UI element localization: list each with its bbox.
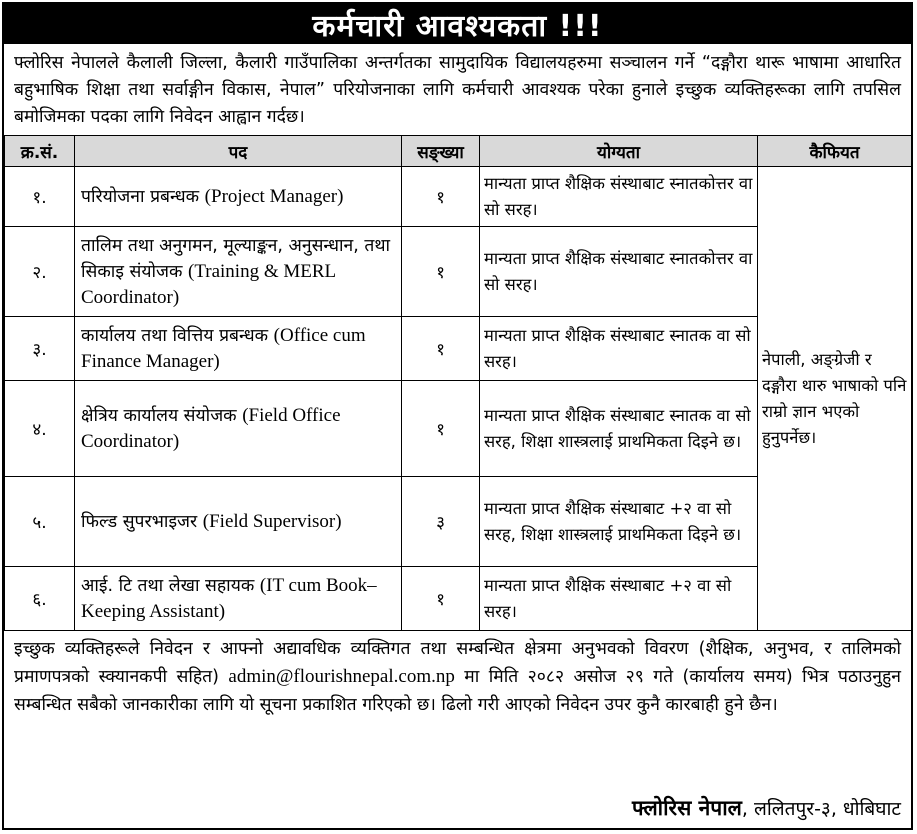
post-english: (Field Office Coordinator): [81, 404, 341, 452]
vacancy-table: [4, 135, 912, 631]
row-sn: ३.: [5, 317, 75, 381]
post-english: (IT cum Book–Keeping Assistant): [81, 574, 377, 622]
row-sn: ४.: [5, 381, 75, 477]
instructions-text-2: मा मिति २०८२ असोज २९ गते (कार्यालय समय) भित्र पठाउनुहुन सम्बन्धित सबैको जानकारीका लागि यो सूचना प्रकाशित गरिएको छ। ढिलो गरी आएको निवेदन उपर कुनै कारबाही हुने छैन।: [14, 667, 901, 715]
contact-email[interactable]: admin@flourishnepal.com.np: [228, 666, 455, 687]
row-post: [75, 477, 402, 567]
signature-block: [632, 794, 901, 822]
row-qualification: मान्यता प्राप्त शैक्षिक संस्थाबाट स्नातक वा सो सरह, शिक्षा शास्त्रलाई प्राथमिकता दिइने छ।: [480, 381, 758, 477]
post-nepali: क्षेत्रिय कार्यालय संयोजक: [81, 405, 243, 426]
row-sn: ६.: [5, 567, 75, 631]
post-nepali: परियोजना प्रबन्धक: [81, 186, 205, 207]
header-remark: कैफियत: [758, 136, 912, 167]
post-nepali: फिल्ड सुपरभाइजर: [81, 511, 203, 532]
row-qualification: मान्यता प्राप्त शैक्षिक संस्थाबाट +२ वा सो सरह।: [480, 567, 758, 631]
recruitment-notice: [2, 2, 913, 830]
instructions-text-1: इच्छुक व्यक्तिहरूले निवेदन र आफ्नो अद्यावधिक व्यक्तिगत तथा सम्बन्धित क्षेत्रमा अनुभवको विवरण (शैक्षिक, अनुभव, र तालिमको प्रमाणपत्रको स्क्यानकपी सहित): [14, 639, 901, 687]
row-count: १: [402, 167, 480, 227]
post-nepali: आई. टि तथा लेखा सहायक: [81, 575, 260, 596]
intro-paragraph: फ्लोरिस नेपालले कैलाली जिल्ला, कैलारी गाउँपालिका अन्तर्गतका सामुदायिक विद्यालयहरुमा सञ्चालन गर्ने “दङ्गौरा थारू भाषामा आधारित बहुभाषिक शिक्षा तथा सर्वाङ्गीन विकास, नेपाल” परियोजनाका लागि कर्मचारी आवश्यक परेका हुनाले इच्छुक व्यक्तिहरूका लागि तपसिल बमोजिमका पदका लागि निवेदन आह्वान गर्दछ।: [14, 53, 901, 127]
row-post: [75, 227, 402, 317]
header-post: पद: [75, 136, 402, 167]
notice-title: कर्मचारी आवश्यकता !!!: [4, 4, 911, 44]
remark-cell: नेपाली, अङ्ग्रेजी र दङ्गौरा थारु भाषाको पनि राम्रो ज्ञान भएको हुनुपर्नेछ।: [758, 167, 912, 631]
row-count: १: [402, 317, 480, 381]
row-qualification: मान्यता प्राप्त शैक्षिक संस्थाबाट स्नातकोत्तर वा सो सरह।: [480, 167, 758, 227]
application-instructions: [4, 631, 911, 719]
row-sn: १.: [5, 167, 75, 227]
header-sn: क्र.सं.: [5, 136, 75, 167]
header-count: सङ्ख्या: [402, 136, 480, 167]
row-count: १: [402, 567, 480, 631]
row-qualification: मान्यता प्राप्त शैक्षिक संस्थाबाट स्नातकोत्तर वा सो सरह।: [480, 227, 758, 317]
post-english: (Training & MERL Coordinator): [81, 260, 336, 308]
row-post: [75, 167, 402, 227]
row-count: १: [402, 381, 480, 477]
organization-address: , ललितपुर-३, धोबिघाट: [741, 798, 901, 820]
row-post: [75, 381, 402, 477]
row-post: [75, 567, 402, 631]
row-sn: २.: [5, 227, 75, 317]
post-nepali: तालिम तथा अनुगमन, मूल्याङ्कन, अनुसन्धान, तथा सिकाइ संयोजक: [81, 235, 391, 282]
post-english: (Project Manager): [204, 185, 344, 207]
table-header-row: [5, 136, 912, 167]
row-count: ३: [402, 477, 480, 567]
post-english: (Office cum Finance Manager): [81, 324, 366, 372]
organization-name: फ्लोरिस नेपाल: [631, 796, 742, 820]
header-qualification: योग्यता: [480, 136, 758, 167]
row-count: १: [402, 227, 480, 317]
row-qualification: मान्यता प्राप्त शैक्षिक संस्थाबाट स्नातक वा सो सरह।: [480, 317, 758, 381]
table-row: [5, 167, 912, 227]
post-english: (Field Supervisor): [202, 510, 342, 532]
row-post: [75, 317, 402, 381]
row-sn: ५.: [5, 477, 75, 567]
row-qualification: मान्यता प्राप्त शैक्षिक संस्थाबाट +२ वा सो सरह, शिक्षा शास्त्रलाई प्राथमिकता दिइने छ।: [480, 477, 758, 567]
post-nepali: कार्यालय तथा वित्तिय प्रबन्धक: [81, 325, 274, 346]
